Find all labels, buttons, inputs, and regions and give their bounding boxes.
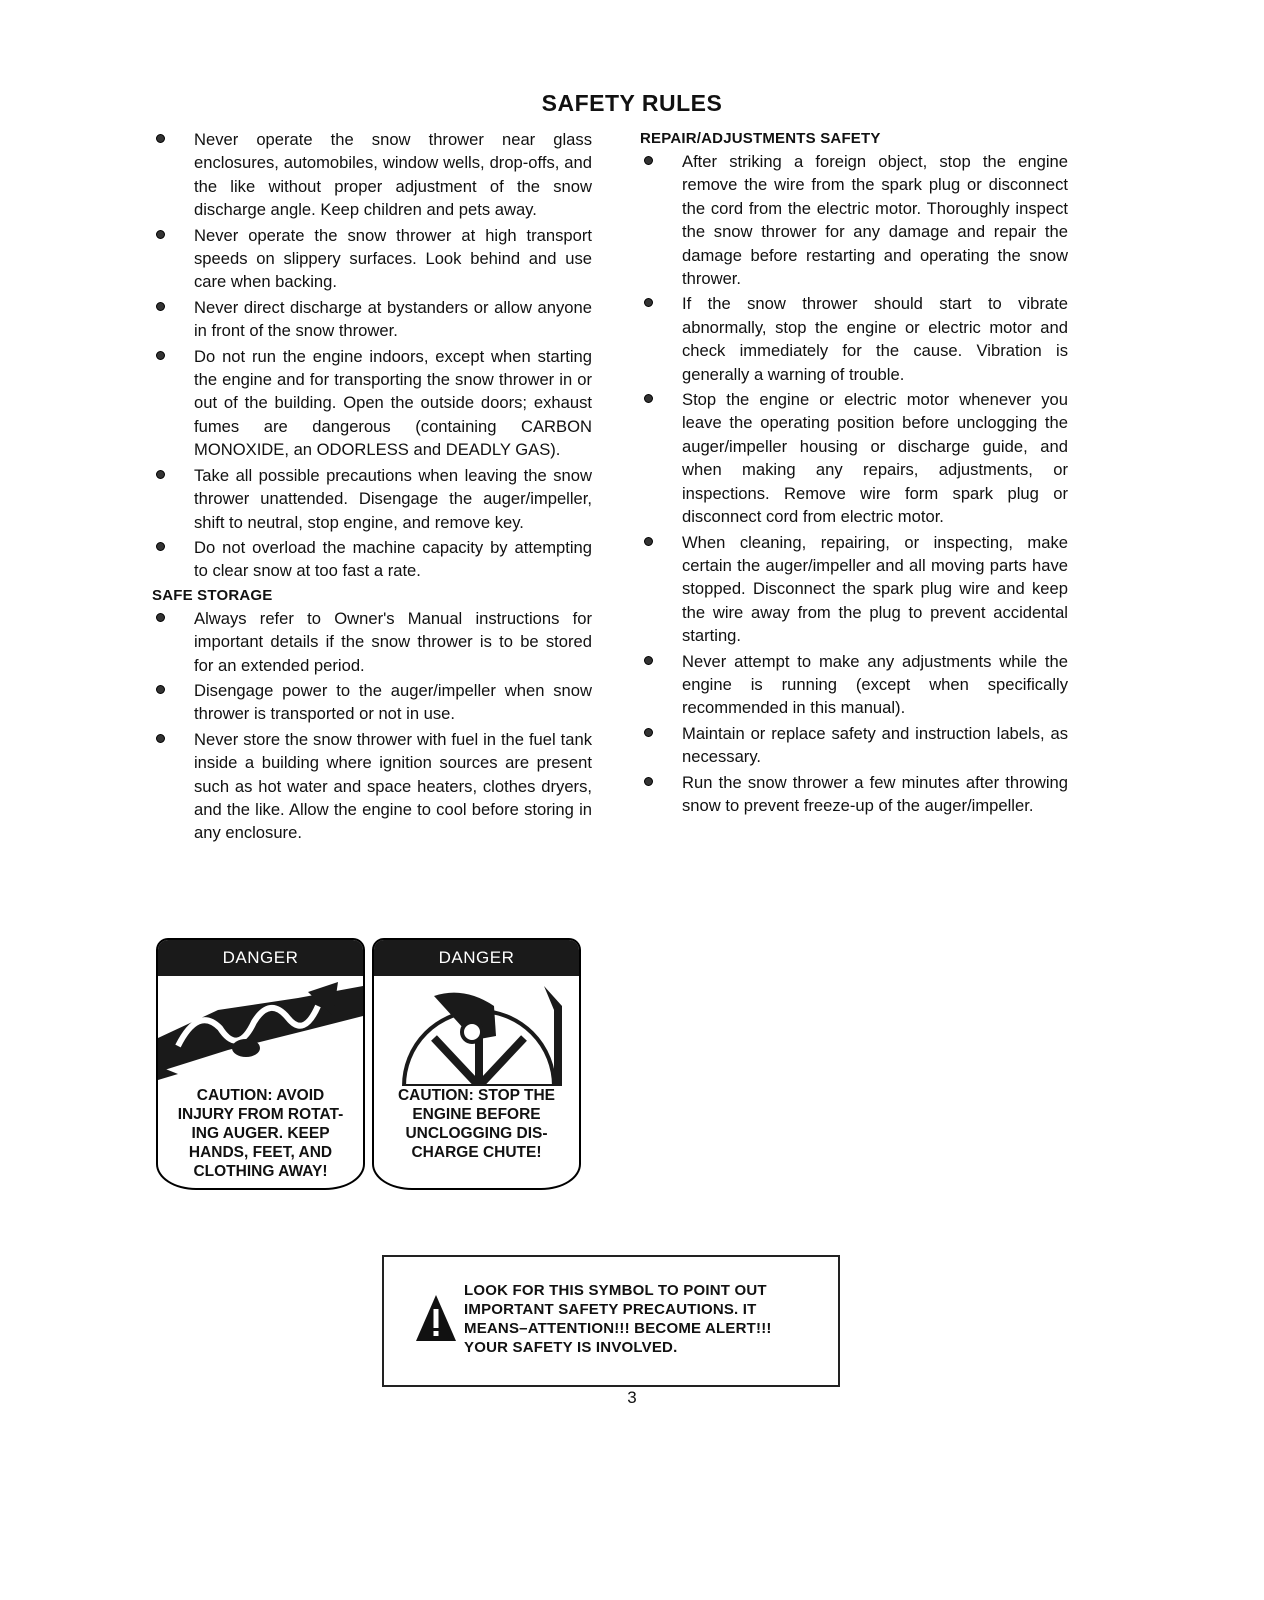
- bullet-icon: [156, 542, 165, 551]
- list-item: Take all possible precautions when leaving the snow thrower unattended. Disengage the auger/impeller, shift to neutral, stop engine, and remove key.: [152, 464, 592, 534]
- list-item: Disengage power to the auger/impeller when snow thrower is transported or not in use.: [152, 679, 592, 726]
- bullet-icon: [156, 134, 165, 143]
- safe-storage-list: [152, 607, 592, 845]
- list-item: Do not run the engine indoors, except when starting the engine and for transporting the snow thrower in or out of the building. Open the outside doors; exhaust fumes are dangerous (containing CARBON MONOXIDE, an ODORLESS and DEADLY GAS).: [152, 345, 592, 462]
- list-item: Maintain or replace safety and instruction labels, as necessary.: [640, 722, 1068, 769]
- left-column: [152, 128, 592, 847]
- repair-safety-list: [640, 150, 1068, 817]
- list-item: Never attempt to make any adjustments while the engine is running (except when specifically recommended in this manual).: [640, 650, 1068, 720]
- list-item: Never operate the snow thrower near glass enclosures, automobiles, window wells, drop-offs, and the like without proper adjustment of the snow discharge angle. Keep children and pets away.: [152, 128, 592, 222]
- bullet-icon: [644, 537, 653, 546]
- danger-header: DANGER: [158, 940, 363, 976]
- danger-labels: [156, 938, 586, 1190]
- list-item: Never direct discharge at bystanders or allow anyone in front of the snow thrower.: [152, 296, 592, 343]
- auger-caution-text: CAUTION: AVOID INJURY FROM ROTAT- ING AUGER. KEEP HANDS, FEET, AND CLOTHING AWAY!: [177, 1087, 344, 1180]
- list-item: Never operate the snow thrower at high transport speeds on slippery surfaces. Look behind and use care when backing.: [152, 224, 592, 294]
- bullet-icon: [644, 298, 653, 307]
- bullet-icon: [644, 777, 653, 786]
- list-item: Stop the engine or electric motor whenever you leave the operating position before unclogging the auger/impeller housing or discharge guide, and when making any repairs, adjustments, or inspections. Remove wire form spark plug or disconnect cord from electric motor.: [640, 388, 1068, 528]
- bullet-icon: [156, 351, 165, 360]
- bullet-icon: [644, 394, 653, 403]
- warning-triangle-icon: [414, 1293, 458, 1343]
- bullet-icon: [156, 685, 165, 694]
- safety-symbol-notice: [382, 1255, 840, 1387]
- danger-header: DANGER: [374, 940, 579, 976]
- safe-storage-heading: SAFE STORAGE: [152, 586, 273, 604]
- bullet-icon: [644, 156, 653, 165]
- bullet-icon: [644, 728, 653, 737]
- page-title: SAFETY RULES: [541, 90, 723, 116]
- list-item: After striking a foreign object, stop the engine remove the wire from the spark plug or disconnect the cord from the electric motor. Thoroughly inspect the snow thrower for any damage and repair the damage before restarting and operating the snow thrower.: [640, 150, 1068, 290]
- list-item: Never store the snow thrower with fuel in the fuel tank inside a building where ignition sources are present such as hot water and space heaters, clothes dryers, and the like. Allow the engine to cool before storing in any enclosure.: [152, 728, 592, 845]
- page-number: 3: [627, 1388, 637, 1407]
- repair-adjustments-heading: REPAIR/ADJUSTMENTS SAFETY: [640, 130, 881, 147]
- chute-caution-text: CAUTION: STOP THE ENGINE BEFORE UNCLOGGING DIS- CHARGE CHUTE!: [397, 1087, 556, 1161]
- notice-text: LOOK FOR THIS SYMBOL TO POINT OUT IMPORTANT SAFETY PRECAUTIONS. IT MEANS–ATTENTION!!! BECOME ALERT!!! YOUR SAFETY IS INVOLVED.: [464, 1282, 772, 1356]
- general-safety-list: [152, 128, 592, 583]
- bullet-icon: [156, 734, 165, 743]
- auger-danger-label: [156, 938, 365, 1190]
- chute-danger-label: [372, 938, 581, 1190]
- bullet-icon: [156, 613, 165, 622]
- bullet-icon: [156, 230, 165, 239]
- list-item: Always refer to Owner's Manual instructions for important details if the snow thrower is to be stored for an extended period.: [152, 607, 592, 677]
- list-item: When cleaning, repairing, or inspecting, make certain the auger/impeller and all moving parts have stopped. Disconnect the spark plug wire and keep the wire away from the plug to prevent accidental starting.: [640, 531, 1068, 648]
- list-item: Do not overload the machine capacity by attempting to clear snow at too fast a rate.: [152, 536, 592, 583]
- rotating-auger-icon: [158, 976, 363, 1086]
- bullet-icon: [156, 302, 165, 311]
- list-item: Run the snow thrower a few minutes after throwing snow to prevent freeze-up of the auger/impeller.: [640, 771, 1068, 818]
- bullet-icon: [644, 656, 653, 665]
- list-item: If the snow thrower should start to vibrate abnormally, stop the engine or electric motor and check immediately for the cause. Vibration is generally a warning of trouble.: [640, 292, 1068, 386]
- discharge-chute-hand-icon: [374, 976, 579, 1086]
- right-column: [640, 128, 1068, 819]
- bullet-icon: [156, 470, 165, 479]
